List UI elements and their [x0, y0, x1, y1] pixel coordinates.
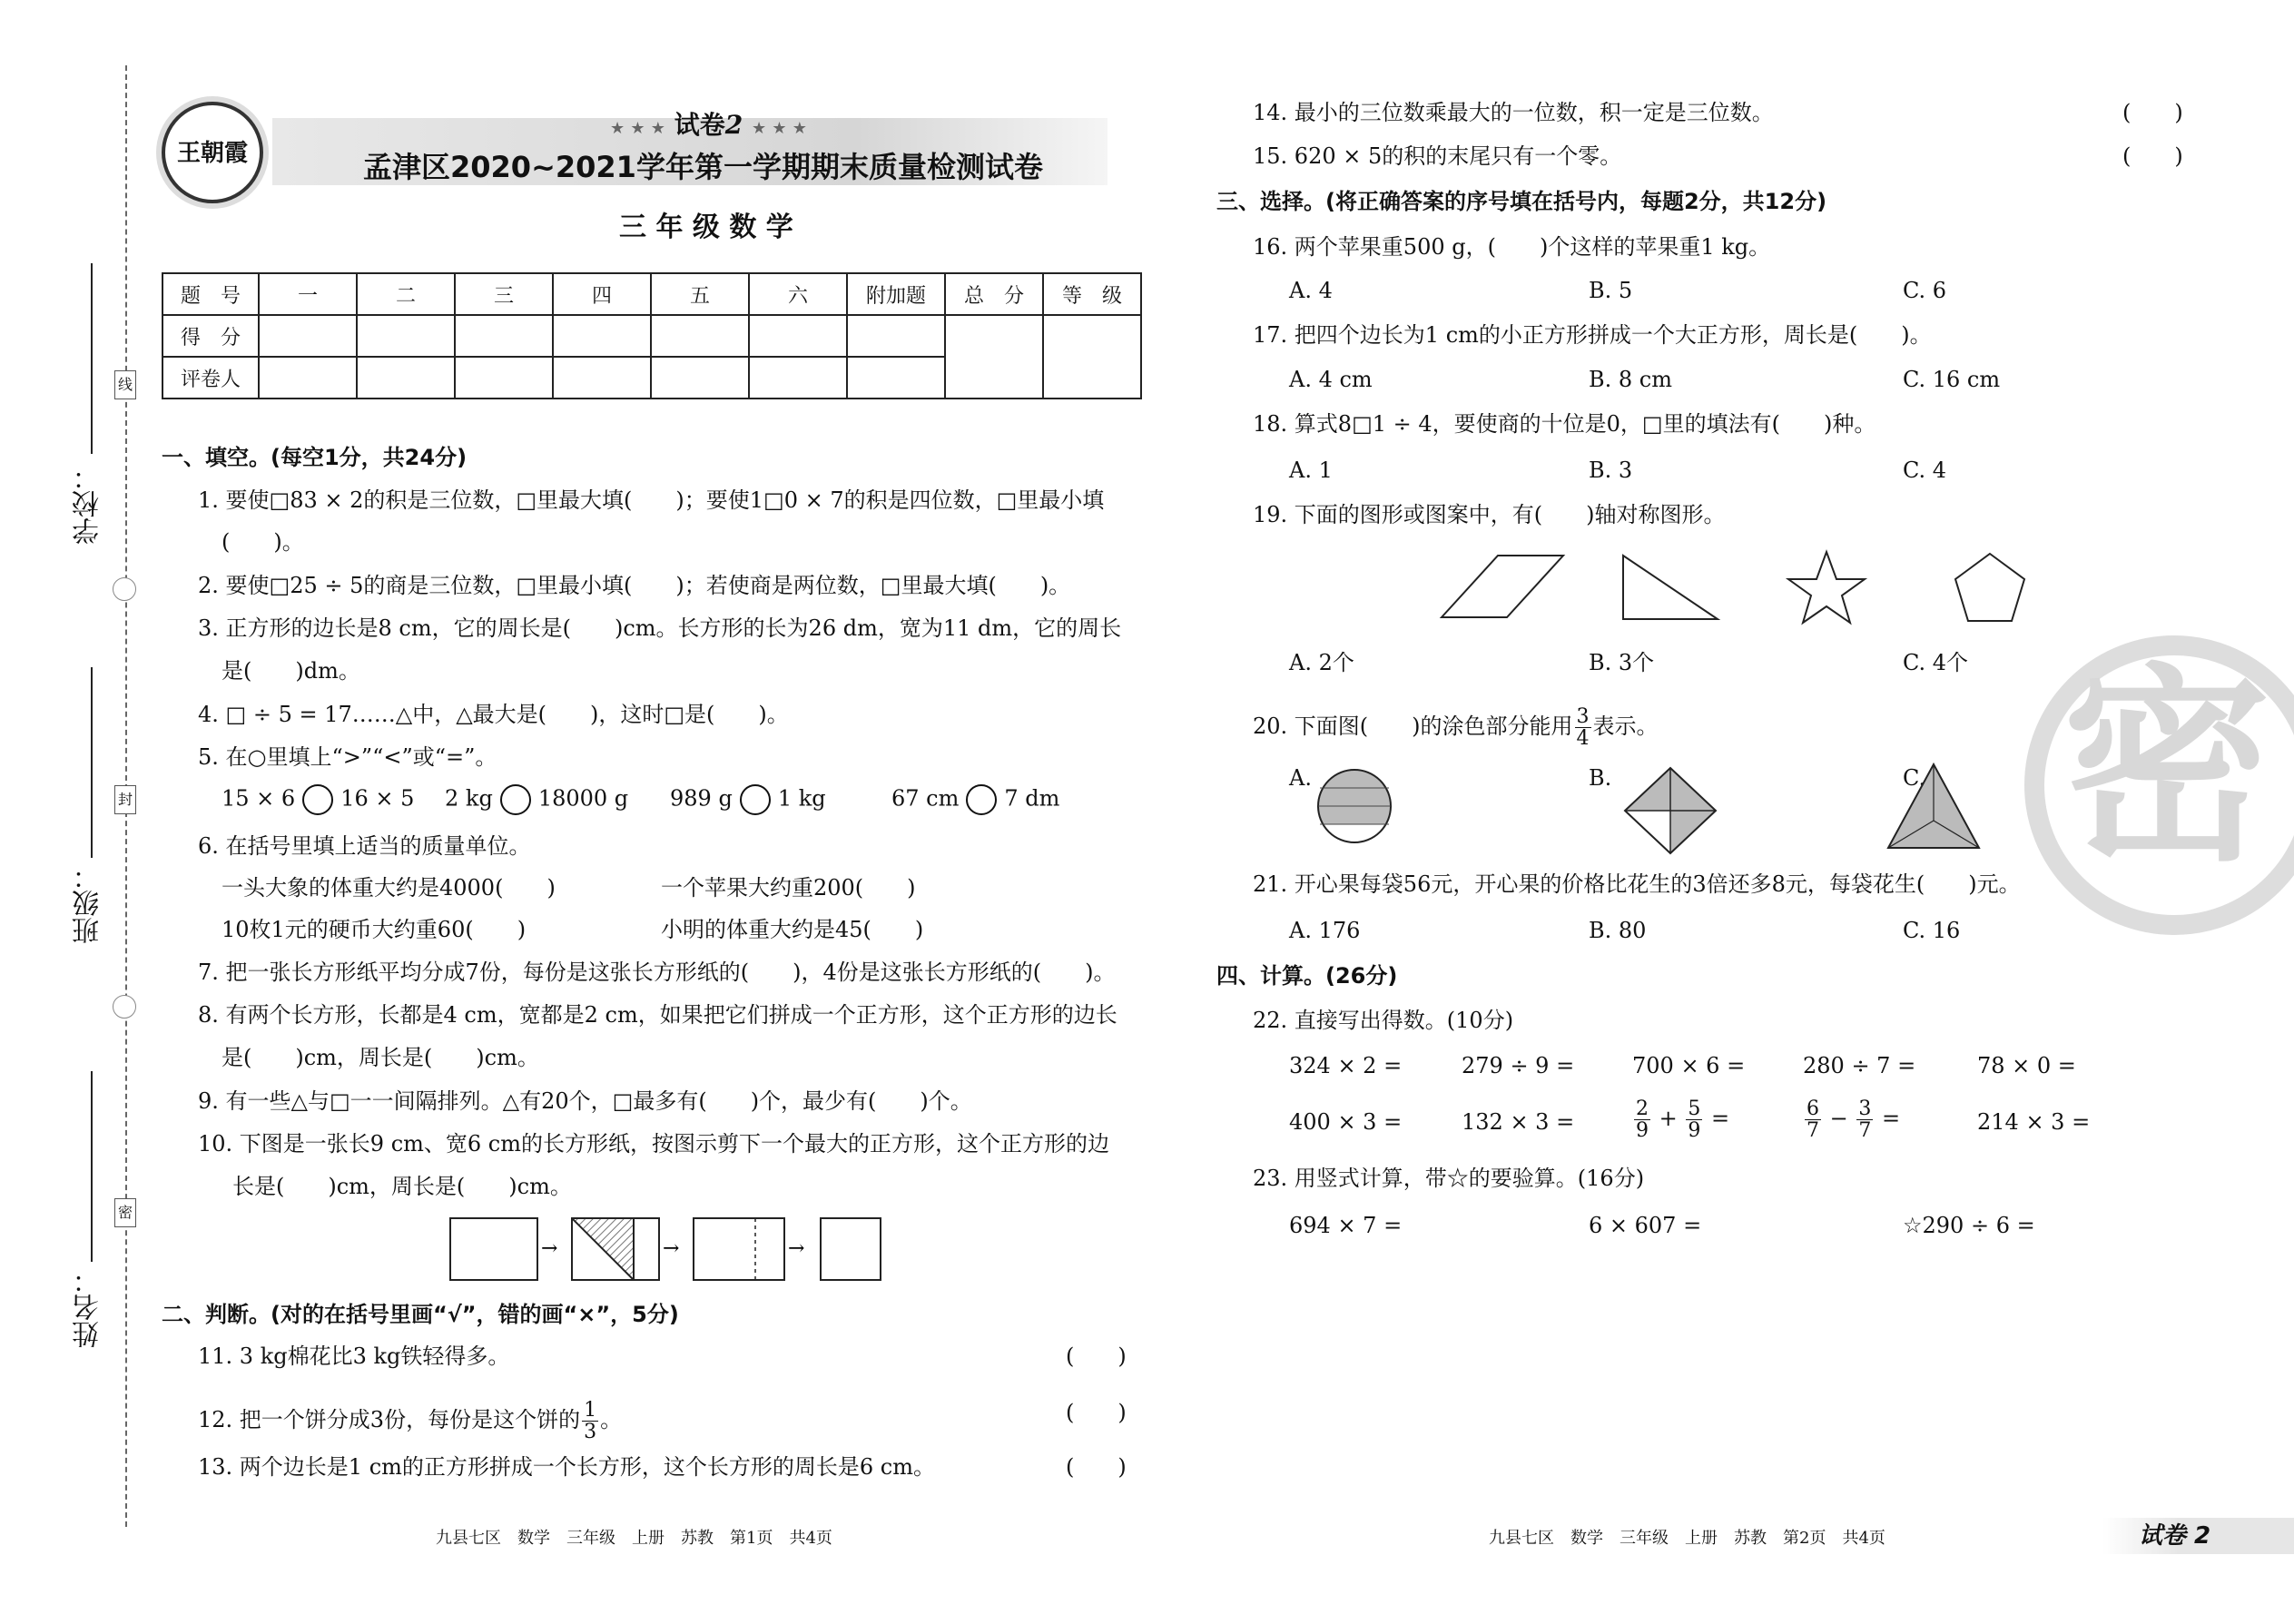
score-header: 题 号 — [162, 273, 259, 315]
section-2-heading: 二、判断。(对的在括号里画“√”，错的画“×”，5分) — [162, 1302, 679, 1327]
square-shape — [821, 1218, 881, 1280]
question-7: 7. 把一张长方形纸平均分成7份，每份是这张长方形纸的( )，4份是这张长方形纸的( )。 — [198, 960, 1116, 985]
compare-item: 989 g 1 kg — [670, 784, 826, 815]
answer-paren[interactable]: ( ) — [2122, 143, 2183, 169]
question-23: 23. 用竖式计算，带☆的要验算。(16分) — [1253, 1166, 1645, 1191]
option-b: B. 80 — [1589, 918, 1647, 943]
calc-fraction-item: $\frac{2}{9}$ + $\frac{5}{9}$ = — [1636, 1097, 1730, 1143]
answer-paren[interactable]: ( ) — [1066, 1400, 1127, 1425]
binding-mark-xian: 线 — [114, 370, 136, 399]
score-header: 一 — [259, 273, 357, 315]
option-c: C. 4 — [1903, 458, 1947, 483]
calc-fraction-item: $\frac{6}{7}$ − $\frac{3}{7}$ = — [1807, 1097, 1901, 1143]
calc-item: 700 × 6 = — [1632, 1053, 1746, 1078]
answer-paren[interactable]: ( ) — [1066, 1454, 1127, 1480]
question-15: 15. 620 × 5的积的末尾只有一个零。 — [1253, 143, 1622, 169]
option-c: C. 6 — [1903, 278, 1947, 303]
footer-tag: 试卷 2 — [2139, 1522, 2211, 1550]
pentagon-shape — [1955, 554, 2024, 621]
question-3: 3. 正方形的边长是8 cm，它的周长是( )cm。长方形的长为26 dm，宽为11 dm，它的周长 — [198, 615, 1122, 641]
name-label: 姓名： — [73, 1266, 104, 1348]
calc-item: 214 × 3 = — [1977, 1109, 2091, 1135]
compare-item: 15 × 6 16 × 5 — [222, 784, 414, 815]
class-field[interactable] — [91, 667, 93, 858]
option-a: A. 4 cm — [1289, 367, 1373, 392]
question-6d: 小明的体重大约是45( ) — [661, 917, 924, 942]
question-9: 9. 有一些△与□一一间隔排列。△有20个，□最多有( )个，最少有( )个。 — [198, 1088, 972, 1114]
question-19: 19. 下面的图形或图案中，有( )轴对称图形。 — [1253, 502, 1726, 527]
section-3-heading: 三、选择。(将正确答案的序号填在括号内，每题2分，共12分) — [1216, 189, 1827, 214]
score-row-label: 得 分 — [162, 315, 259, 357]
option-a: A. 176 — [1289, 918, 1361, 943]
option-a: A. — [1289, 765, 1312, 791]
question-6: 6. 在括号里填上适当的质量单位。 — [198, 833, 531, 859]
compare-item: 2 kg 18000 g — [445, 784, 628, 815]
question-21: 21. 开心果每袋56元，开心果的价格比花生的3倍还多8元，每袋花生( )元。 — [1253, 871, 2021, 897]
question-1: 1. 要使□83 × 2的积是三位数，□里最大填( )；要使1□0 × 7的积是四位数，□里最小填 — [198, 487, 1105, 513]
option-b: B. 3个 — [1589, 650, 1655, 675]
parallelogram-shape — [1442, 556, 1563, 617]
section-4-heading: 四、计算。(26分) — [1216, 963, 1398, 989]
name-field[interactable] — [91, 1071, 93, 1262]
grader-cell[interactable] — [553, 357, 651, 399]
footer-tag-bar — [2102, 1518, 2294, 1554]
grade-cell[interactable] — [1043, 315, 1141, 399]
question-18: 18. 算式8□1 ÷ 4，要使商的十位是0，□里的填法有( )种。 — [1253, 411, 1876, 437]
question-8-cont: 是( )cm，周长是( )cm。 — [222, 1045, 539, 1070]
exam-title: 孟津区2020~2021学年第一学期期末质量检测试卷 — [363, 150, 1043, 184]
arrow-icon: → — [541, 1237, 558, 1260]
binding-hole-icon — [113, 995, 136, 1019]
star-icon: ★ ★ ★ — [610, 119, 665, 138]
binding-mark-feng: 封 — [114, 785, 136, 814]
option-a: A. 1 — [1289, 458, 1333, 483]
question-13: 13. 两个边长是1 cm的正方形拼成一个长方形，这个长方形的周长是6 cm。 — [198, 1454, 935, 1480]
q20-shapes — [1307, 761, 2033, 861]
grader-cell[interactable] — [259, 357, 357, 399]
question-16: 16. 两个苹果重500 g，( )个这样的苹果重1 kg。 — [1253, 234, 1771, 260]
question-12: 12. 把一个饼分成3份，每份是这个饼的 $\frac{1}{3}$ 。 — [198, 1399, 623, 1444]
question-10: 10. 下图是一张长9 cm、宽6 cm的长方形纸，按图示剪下一个最大的正方形，这个正方形的边 — [198, 1131, 1109, 1156]
shaded-circle-part — [1318, 770, 1391, 824]
question-6a: 一头大象的体重大约是4000( ) — [222, 875, 556, 901]
calc-item: 280 ÷ 7 = — [1803, 1053, 1916, 1078]
calc-item: 400 × 3 = — [1289, 1109, 1403, 1135]
q10-figure — [448, 1216, 884, 1284]
calc-item: 279 ÷ 9 = — [1462, 1053, 1575, 1078]
compare-circle[interactable] — [302, 784, 333, 815]
score-cell[interactable] — [553, 315, 651, 357]
calc-item: 694 × 7 = — [1289, 1213, 1403, 1238]
answer-paren[interactable]: ( ) — [2122, 100, 2183, 125]
arrow-icon: → — [663, 1237, 680, 1260]
option-b: B. 3 — [1589, 458, 1633, 483]
calc-item: 132 × 3 = — [1462, 1109, 1575, 1135]
question-22: 22. 直接写出得数。(10分) — [1253, 1008, 1514, 1033]
score-cell[interactable] — [847, 315, 945, 357]
score-cell[interactable] — [259, 315, 357, 357]
option-c: C. 16 — [1903, 918, 1961, 943]
school-label: 学校： — [73, 463, 104, 545]
compare-item: 67 cm 7 dm — [891, 784, 1059, 815]
question-6c: 10枚1元的硬币大约重60( ) — [222, 917, 527, 942]
binding-mark-mi: 密 — [114, 1198, 136, 1227]
option-c: C. 4个 — [1903, 650, 1969, 675]
footer-left: 九县七区 数学 三年级 上册 苏教 第1页 共4页 — [436, 1529, 832, 1548]
exam-subtitle: 三 年 级 数 学 — [619, 212, 793, 243]
score-header: 附加题 — [847, 273, 945, 315]
question-11: 11. 3 kg棉花比3 kg铁轻得多。 — [198, 1343, 510, 1369]
option-a: A. 4 — [1289, 278, 1333, 303]
score-header: 五 — [651, 273, 749, 315]
calc-item: ☆290 ÷ 6 = — [1903, 1213, 2035, 1238]
option-b: B. 5 — [1589, 278, 1633, 303]
rectangle-shape — [450, 1218, 537, 1280]
score-row-label: 评卷人 — [162, 357, 259, 399]
score-header: 等 级 — [1043, 273, 1141, 315]
footer-right: 九县七区 数学 三年级 上册 苏教 第2页 共4页 — [1489, 1529, 1885, 1548]
score-cell[interactable] — [651, 315, 749, 357]
grader-cell[interactable] — [651, 357, 749, 399]
seal-watermark — [2024, 635, 2294, 935]
section-1-heading: 一、填空。(每空1分，共24分) — [162, 445, 468, 470]
logo-text: 王朝霞 — [176, 140, 248, 167]
score-header: 二 — [357, 273, 455, 315]
seal-char: 密 — [2063, 647, 2272, 890]
calc-item: 324 × 2 = — [1289, 1053, 1403, 1078]
star-icon: ★ ★ ★ — [751, 119, 807, 138]
answer-paren[interactable]: ( ) — [1066, 1343, 1127, 1369]
score-header: 三 — [455, 273, 553, 315]
score-header: 六 — [749, 273, 847, 315]
grader-cell[interactable] — [357, 357, 455, 399]
q19-shapes — [1398, 546, 2052, 637]
total-cell[interactable] — [945, 315, 1043, 399]
star-shape — [1788, 552, 1865, 623]
question-14: 14. 最小的三位数乘最大的一位数，积一定是三位数。 — [1253, 100, 1774, 125]
publisher-logo — [162, 102, 263, 203]
calc-item: 78 × 0 = — [1977, 1053, 2076, 1078]
question-4: 4. □ ÷ 5 = 17……△中，△最大是( )，这时□是( )。 — [198, 702, 789, 727]
grader-cell[interactable] — [847, 357, 945, 399]
question-8: 8. 有两个长方形，长都是4 cm，宽都是2 cm，如果把它们拼成一个正方形，这个正方形的边长 — [198, 1002, 1117, 1028]
arrow-icon: → — [788, 1237, 805, 1260]
option-c: C. — [1903, 765, 1926, 791]
fraction: $\frac{1}{3}$ — [584, 1399, 597, 1444]
compare-circle[interactable] — [966, 784, 997, 815]
binding-hole-icon — [113, 577, 136, 601]
score-cell[interactable] — [749, 315, 847, 357]
score-header: 总 分 — [945, 273, 1043, 315]
option-b: B. 8 cm — [1589, 367, 1672, 392]
calc-item: 6 × 607 = — [1589, 1213, 1702, 1238]
unfolded-rectangle-shape — [694, 1218, 784, 1280]
school-field[interactable] — [91, 263, 93, 454]
question-5: 5. 在○里填上“>”“<”或“=”。 — [198, 744, 497, 770]
option-b: B. — [1589, 765, 1612, 791]
score-header: 四 — [553, 273, 651, 315]
right-triangle-shape — [1623, 556, 1718, 619]
grader-cell[interactable] — [749, 357, 847, 399]
compare-circle[interactable] — [500, 784, 531, 815]
exam-tag: ★ ★ ★ 试卷2 ★ ★ ★ — [610, 110, 807, 140]
score-table — [162, 272, 1142, 399]
question-17: 17. 把四个边长为1 cm的小正方形拼成一个大正方形，周长是( )。 — [1253, 322, 1932, 348]
score-cell[interactable] — [357, 315, 455, 357]
question-2: 2. 要使□25 ÷ 5的商是三位数，□里最小填( )；若使商是两位数，□里最大填( )。 — [198, 573, 1071, 598]
question-20: 20. 下面图( )的涂色部分能用 $\frac{3}{4}$ 表示。 — [1253, 705, 1659, 751]
compare-circle[interactable] — [740, 784, 771, 815]
fraction: $\frac{3}{4}$ — [1576, 705, 1590, 751]
grader-cell[interactable] — [455, 357, 553, 399]
class-label: 班级： — [73, 862, 104, 944]
question-10-cont: 长是( )cm，周长是( )cm。 — [232, 1174, 572, 1199]
option-c: C. 16 cm — [1903, 367, 2001, 392]
question-6b: 一个苹果大约重200( ) — [661, 875, 916, 901]
option-a: A. 2个 — [1289, 650, 1354, 675]
score-cell[interactable] — [455, 315, 553, 357]
question-3-cont: 是( )dm。 — [222, 658, 360, 684]
question-1-cont: ( )。 — [222, 529, 304, 555]
